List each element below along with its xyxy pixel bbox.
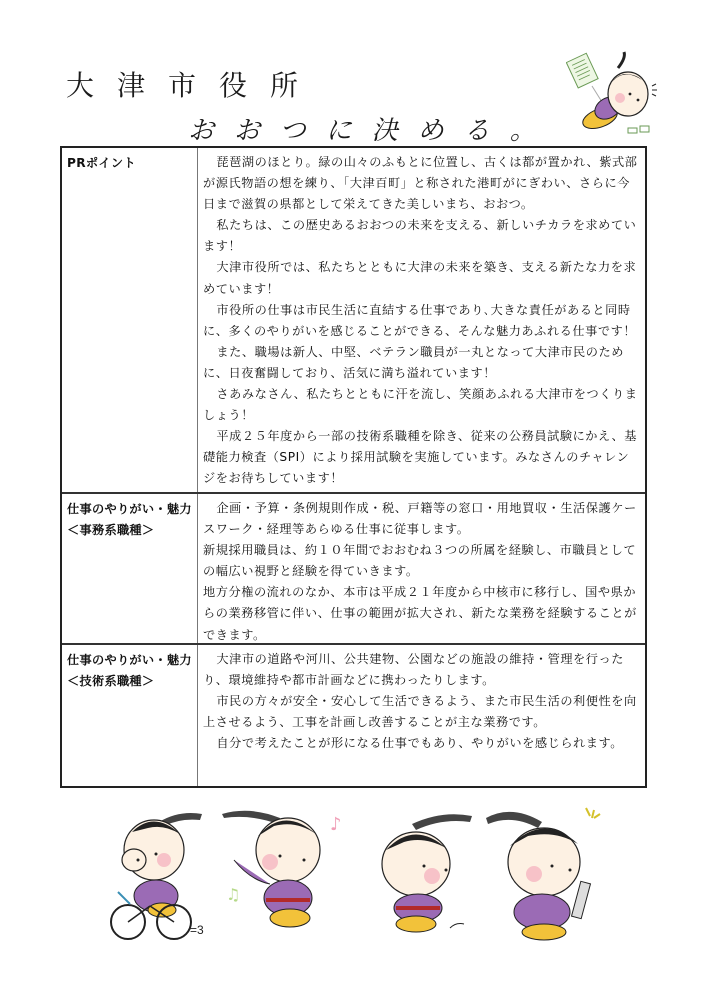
heading-line: ＜技術系職種＞: [67, 674, 155, 688]
music-note: ♪: [330, 814, 342, 835]
heading-line: PRポイント: [67, 156, 136, 170]
row-content: [198, 494, 645, 643]
heading-line: 仕事のやりがい・魅力: [67, 653, 192, 667]
paragraph: 市民の方々が安全・安心して生活できるよう、また市民生活の利便性を向上させるよう、工事を計画し改善することが主な業務です。: [203, 694, 637, 730]
paragraph: 琵琶湖のほとり。緑の山々のふもとに位置し、古くは都が置かれ、紫式部が源氏物語の想を練り、「大津百町」と称された港町がにぎわい、さらに今日まで滋賀の県都として栄えてきた美しいまち、おおつ。: [203, 155, 638, 212]
heading-line: 仕事のやりがい・魅力: [67, 502, 192, 516]
table-row-admin-jobs: [62, 494, 645, 645]
mascot-flying-icon: [566, 50, 666, 145]
paragraph: 自分で考えたことが形になる仕事でもあり、やりがいを感じられます。: [216, 736, 624, 751]
row-heading: [62, 645, 198, 786]
music-note: ♫: [226, 885, 241, 904]
paragraph: 大津市の道路や河川、公共建物、公園などの施設の維持・管理を行ったり、環境維持や都市計画などに携わったりします。: [203, 652, 625, 688]
paragraph: 市役所の仕事は市民生活に直結する仕事であり､大きな責任があると同時に、多くのやりがいを感じることができる、そんな魅力あふれる仕事です！: [203, 302, 637, 338]
paragraph: また、職場は新人、中堅、ベテラン職員が一丸となって大津市民のために、日夜奮闘しており、活気に満ち溢れています！: [203, 344, 625, 380]
row-content: [198, 645, 645, 786]
paragraph: 地方分権の流れのなか、本市は平成２１年度から中核市に移行し、国や県からの業務移管に伴い、仕事の範囲が拡大され、新たな業務を経験することができます。: [203, 585, 637, 642]
table-row-pr-point: [62, 148, 645, 494]
paragraph: 平成２５年度から一部の技術系職種を除き、従来の公務員試験にかえ、基礎能力検査（SPI）により採用試験を実施しています。みなさんのチャレンジをお待ちしています！: [203, 429, 637, 486]
paragraph: 新規採用職員は、約１０年間でおおむね３つの所属を経験し、市職員としての幅広い視野と経験を得ていきます。: [203, 543, 637, 579]
paragraph: 企画・予算・条例規則作成・税、戸籍等の窓口・用地買収・生活保護ケースワーク・経理等あらゆる仕事に従事します。: [203, 501, 637, 537]
table-row-tech-jobs: [62, 645, 645, 786]
mascot-bicycle-icon: [104, 800, 214, 945]
speed-mark: =3: [190, 923, 204, 937]
heading-line: ＜事務系職種＞: [67, 523, 155, 537]
row-content: [198, 148, 645, 492]
paragraph: 大津市役所では、私たちとともに大津の未来を築き、支える新たな力を求めています！: [203, 260, 637, 296]
page-title: 大津市役所: [66, 69, 322, 102]
page-subtitle: おおつに決める。: [188, 116, 556, 146]
paragraph: さあみなさん、私たちとともに汗を流し、笑顔あふれる大津市をつくりましょう！: [203, 387, 638, 423]
mascot-running-icon: [362, 800, 482, 945]
row-heading: [62, 148, 198, 492]
mascot-dancing-icon: [220, 800, 350, 945]
mascot-eating-icon: [478, 800, 608, 945]
paragraph: 私たちは、この歴史あるおおつの未来を支える、新しいチカラを求めています！: [203, 218, 637, 254]
row-heading: [62, 494, 198, 643]
info-table: [60, 146, 647, 788]
